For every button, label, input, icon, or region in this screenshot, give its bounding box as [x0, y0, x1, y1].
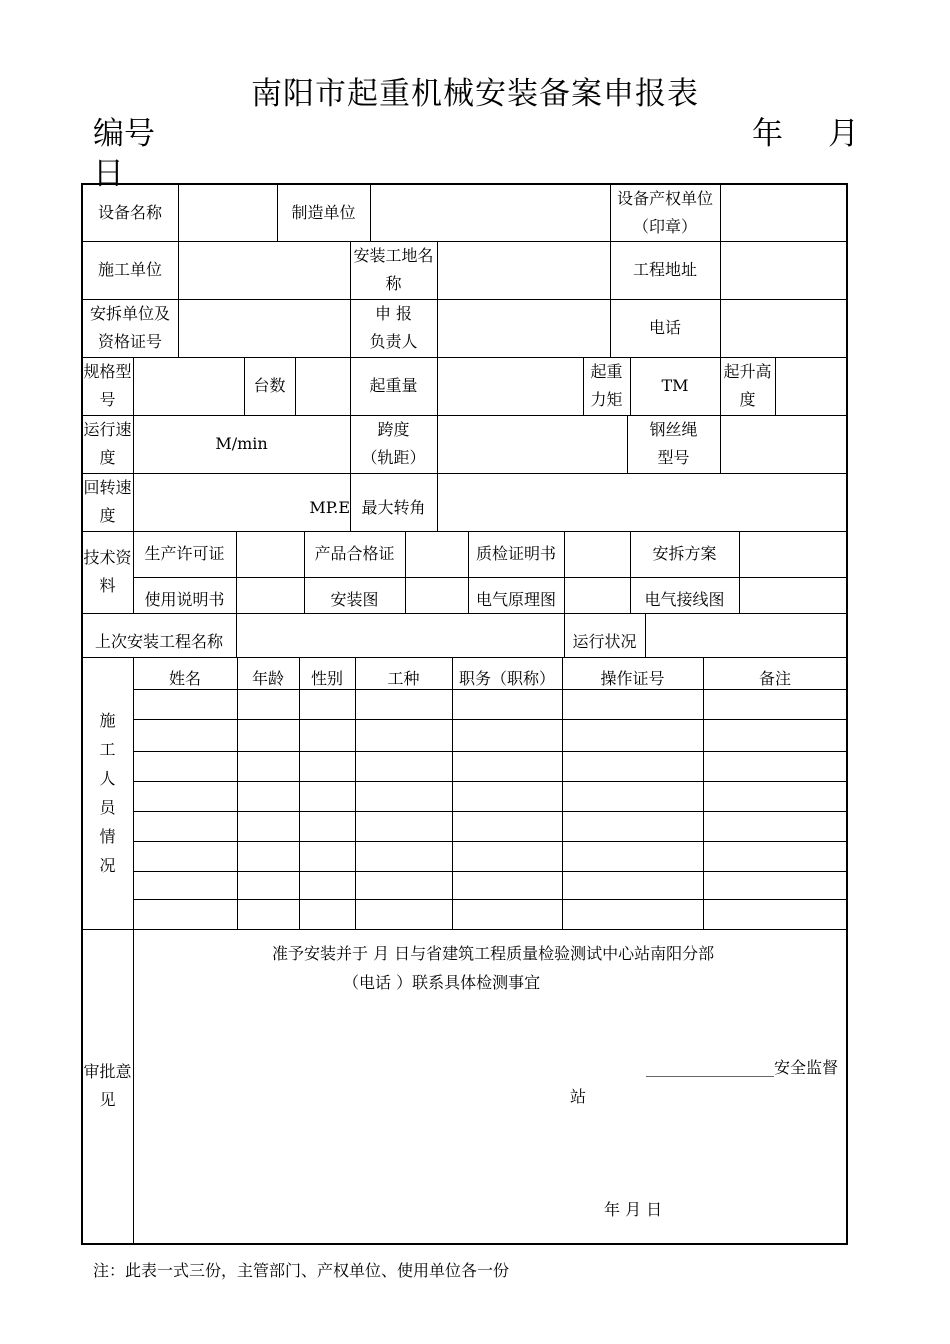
personnel-cell[interactable]	[300, 900, 354, 928]
permit-label-text: 生产许可证	[144, 544, 225, 563]
personnel-column-header	[133, 665, 237, 693]
personnel-cell[interactable]	[134, 900, 236, 928]
personnel-cell[interactable]	[238, 690, 298, 718]
personnel-cell[interactable]	[704, 720, 846, 750]
personnel-cell[interactable]	[356, 752, 451, 780]
personnel-cell[interactable]	[134, 690, 236, 718]
personnel-cell[interactable]	[238, 720, 298, 750]
site-name-label-text: 称	[385, 274, 402, 293]
install-drawing-field[interactable]	[406, 578, 467, 612]
electrical-schematic-label-text: 电气原理图	[475, 590, 556, 609]
span-label-text: （轨距）	[361, 448, 426, 467]
phone-label-text: 电话	[648, 318, 681, 337]
permit-field[interactable]	[237, 532, 303, 576]
run-status-label-text: 运行状况	[572, 631, 637, 651]
certificate-label	[304, 531, 405, 577]
torque-label	[583, 357, 630, 415]
plan-label-text: 安拆方案	[652, 544, 717, 563]
quantity-label	[244, 357, 295, 415]
quality-cert-field[interactable]	[565, 532, 629, 576]
personnel-cell[interactable]	[238, 752, 298, 780]
span-field[interactable]	[438, 416, 626, 472]
personnel-column-header	[452, 665, 562, 693]
plan-field[interactable]	[740, 532, 846, 576]
run-speed-unit-text: M/min	[215, 434, 268, 453]
year-label: 年	[752, 116, 783, 152]
personnel-column-header-text: 性别	[310, 669, 343, 688]
run-speed-label-text: 运行速	[83, 420, 132, 439]
personnel-cell[interactable]	[704, 900, 846, 928]
personnel-cell[interactable]	[238, 872, 298, 898]
approval-label	[82, 929, 133, 1243]
personnel-cell[interactable]	[453, 690, 561, 718]
personnel-cell[interactable]	[704, 872, 846, 898]
personnel-cell[interactable]	[300, 690, 354, 718]
personnel-label-text: 施	[99, 711, 116, 730]
rope-label-text: 型号	[657, 448, 690, 467]
lift-weight-label	[350, 357, 437, 415]
personnel-cell[interactable]	[563, 812, 702, 840]
personnel-cell[interactable]	[356, 842, 451, 870]
rotate-speed-unit-text: MP.E	[309, 498, 350, 517]
run-status-field[interactable]	[646, 614, 846, 656]
personnel-cell[interactable]	[453, 720, 561, 750]
personnel-column-header	[703, 665, 847, 693]
personnel-cell[interactable]	[356, 900, 451, 928]
approval-station-tail: 站	[570, 1087, 587, 1106]
personnel-cell[interactable]	[300, 872, 354, 898]
page-title: 南阳市起重机械安装备案申报表	[251, 76, 699, 112]
personnel-column-header-text: 年龄	[251, 669, 284, 688]
personnel-cell[interactable]	[300, 720, 354, 750]
run-speed-label	[82, 415, 133, 473]
personnel-column-header	[237, 665, 299, 693]
personnel-cell[interactable]	[453, 842, 561, 870]
construction-unit-field[interactable]	[179, 242, 349, 298]
personnel-cell[interactable]	[356, 872, 451, 898]
personnel-cell[interactable]	[238, 782, 298, 810]
personnel-column-header-text: 职务（职称）	[458, 669, 555, 688]
lift-weight-field[interactable]	[438, 358, 582, 414]
last-project-label-text: 上次安装工程名称	[94, 631, 223, 651]
personnel-column-header-text: 工种	[387, 669, 420, 688]
personnel-label-text: 员	[99, 798, 116, 817]
project-address-label-text: 工程地址	[632, 260, 697, 279]
rotate-speed-label	[82, 473, 133, 531]
tech-docs-label	[82, 531, 133, 613]
torque-unit-text: TM	[661, 376, 689, 395]
plan-label	[630, 531, 739, 577]
span-label	[350, 415, 437, 473]
personnel-cell[interactable]	[356, 812, 451, 840]
installer-label-text: 安拆单位及	[89, 304, 170, 323]
personnel-cell[interactable]	[704, 752, 846, 780]
personnel-cell[interactable]	[238, 900, 298, 928]
project-address-field[interactable]	[721, 242, 846, 298]
lift-height-field[interactable]	[776, 358, 846, 414]
personnel-cell[interactable]	[238, 842, 298, 870]
approval-label-text: 审批意	[83, 1062, 132, 1081]
personnel-cell[interactable]	[134, 720, 236, 750]
personnel-cell[interactable]	[238, 812, 298, 840]
run-status-label	[564, 613, 645, 670]
personnel-cell[interactable]	[563, 720, 702, 750]
tech-docs-label-text: 料	[99, 576, 116, 595]
personnel-cell[interactable]	[704, 842, 846, 870]
rotate-speed-label-text: 度	[99, 506, 116, 525]
wiring-diagram-field[interactable]	[740, 578, 846, 612]
manufacturer-label	[277, 184, 370, 241]
personnel-cell[interactable]	[134, 872, 236, 898]
tech-docs-label-text: 技术资	[83, 548, 132, 567]
applicant-label	[350, 299, 437, 357]
last-project-field[interactable]	[237, 614, 563, 656]
approval-label-text: 见	[99, 1090, 116, 1109]
max-angle-field[interactable]	[438, 474, 846, 530]
torque-label-text: 起重	[590, 362, 623, 381]
phone-label	[610, 299, 720, 357]
personnel-column-header	[562, 665, 703, 693]
applicant-label-text: 负责人	[369, 332, 418, 351]
installer-label-text: 资格证号	[97, 332, 162, 351]
wiring-diagram-label-text: 电气接线图	[644, 590, 725, 609]
owner-unit-field[interactable]	[721, 185, 846, 240]
personnel-cell[interactable]	[704, 812, 846, 840]
personnel-label-text: 情	[99, 827, 116, 846]
lift-height-label	[720, 357, 775, 415]
personnel-cell[interactable]	[453, 812, 561, 840]
personnel-column-header-text: 姓名	[168, 669, 201, 688]
torque-label-text: 力矩	[590, 390, 623, 409]
personnel-cell[interactable]	[356, 720, 451, 750]
personnel-cell[interactable]	[300, 752, 354, 780]
approval-station-line: ________________安全监督	[646, 1058, 839, 1077]
rotate-speed-label-text: 回转速	[83, 478, 132, 497]
rope-label-text: 钢丝绳	[649, 420, 698, 439]
lift-height-label-text: 起升高	[723, 362, 772, 381]
device-name-label-text: 设备名称	[97, 202, 162, 222]
personnel-cell[interactable]	[563, 872, 702, 898]
personnel-cell[interactable]	[704, 782, 846, 810]
personnel-cell[interactable]	[134, 782, 236, 810]
run-speed-label-text: 度	[99, 448, 116, 467]
install-drawing-label-text: 安装图	[330, 590, 379, 609]
quality-cert-label-text: 质检证明书	[475, 544, 556, 563]
electrical-schematic-field[interactable]	[565, 578, 629, 612]
construction-unit-label-text: 施工单位	[97, 260, 162, 279]
project-address-label	[610, 241, 720, 299]
installer-label	[82, 299, 178, 357]
personnel-cell[interactable]	[300, 812, 354, 840]
approval-text-line2: （电话 ）联系具体检测事宜	[343, 973, 541, 992]
personnel-cell[interactable]	[453, 900, 561, 928]
lift-weight-label-text: 起重量	[369, 376, 418, 395]
personnel-label	[82, 657, 133, 929]
personnel-column-header	[355, 665, 452, 693]
certificate-label-text: 产品合格证	[314, 544, 395, 563]
manufacturer-label-text: 制造单位	[291, 202, 356, 222]
grid-line-h	[82, 929, 847, 930]
personnel-cell[interactable]	[356, 782, 451, 810]
applicant-field[interactable]	[438, 300, 609, 356]
personnel-column-header	[299, 665, 355, 693]
personnel-cell[interactable]	[134, 842, 236, 870]
personnel-cell[interactable]	[134, 812, 236, 840]
personnel-cell[interactable]	[453, 752, 561, 780]
quality-cert-label	[468, 531, 564, 577]
site-name-label	[350, 241, 437, 299]
personnel-cell[interactable]	[453, 872, 561, 898]
personnel-cell[interactable]	[134, 752, 236, 780]
device-name-label	[82, 184, 178, 241]
personnel-label-text: 况	[99, 856, 116, 875]
personnel-column-header-text: 操作证号	[600, 669, 665, 688]
rope-label	[627, 415, 720, 473]
month-label: 月	[828, 116, 859, 152]
personnel-cell[interactable]	[356, 690, 451, 718]
personnel-cell[interactable]	[563, 690, 702, 718]
run-speed-unit	[133, 415, 350, 473]
manual-field[interactable]	[237, 578, 303, 612]
owner-unit-label	[610, 184, 720, 241]
footer-note: 注：此表一式三份，主管部门、产权单位、使用单位各一份	[93, 1261, 510, 1280]
max-angle-label-text: 最大转角	[361, 498, 426, 517]
approval-date: 年 月 日	[604, 1200, 663, 1219]
site-name-label-text: 安装工地名	[353, 246, 434, 265]
personnel-cell[interactable]	[563, 752, 702, 780]
personnel-cell[interactable]	[563, 900, 702, 928]
personnel-cell[interactable]	[704, 690, 846, 718]
personnel-label-text: 工	[99, 740, 116, 759]
personnel-cell[interactable]	[300, 842, 354, 870]
applicant-label-text: 申 报	[374, 304, 413, 323]
rope-field[interactable]	[721, 416, 846, 472]
quantity-label-text: 台数	[253, 376, 286, 395]
personnel-cell[interactable]	[563, 842, 702, 870]
grid-line-v	[133, 929, 134, 1243]
spec-field[interactable]	[134, 358, 243, 414]
span-label-text: 跨度	[377, 420, 410, 439]
device-name-field[interactable]	[179, 185, 276, 240]
torque-unit	[630, 357, 720, 415]
installer-field[interactable]	[179, 300, 349, 356]
spec-label-text: 规格型	[83, 362, 132, 381]
manufacturer-field[interactable]	[371, 185, 609, 240]
owner-unit-label-text: 设备产权单位	[616, 188, 713, 208]
phone-field[interactable]	[721, 300, 846, 356]
construction-unit-label	[82, 241, 178, 299]
manual-label-text: 使用说明书	[144, 590, 225, 609]
personnel-cell[interactable]	[300, 782, 354, 810]
serial-label: 编号	[93, 116, 155, 152]
certificate-field[interactable]	[406, 532, 467, 576]
day-label: 日	[93, 156, 124, 192]
approval-text-line1: 准予安装并于 月 日与省建筑工程质量检验测试中心站南阳分部	[272, 944, 715, 963]
site-name-field[interactable]	[438, 242, 609, 298]
spec-label	[82, 357, 133, 415]
personnel-column-header-text: 备注	[758, 669, 791, 688]
personnel-cell[interactable]	[453, 782, 561, 810]
quantity-field[interactable]	[296, 358, 349, 414]
permit-label	[133, 531, 236, 577]
spec-label-text: 号	[99, 390, 116, 409]
owner-unit-label-text: （印章）	[632, 216, 697, 236]
personnel-cell[interactable]	[563, 782, 702, 810]
lift-height-label-text: 度	[739, 390, 756, 409]
personnel-label-text: 人	[99, 769, 116, 788]
